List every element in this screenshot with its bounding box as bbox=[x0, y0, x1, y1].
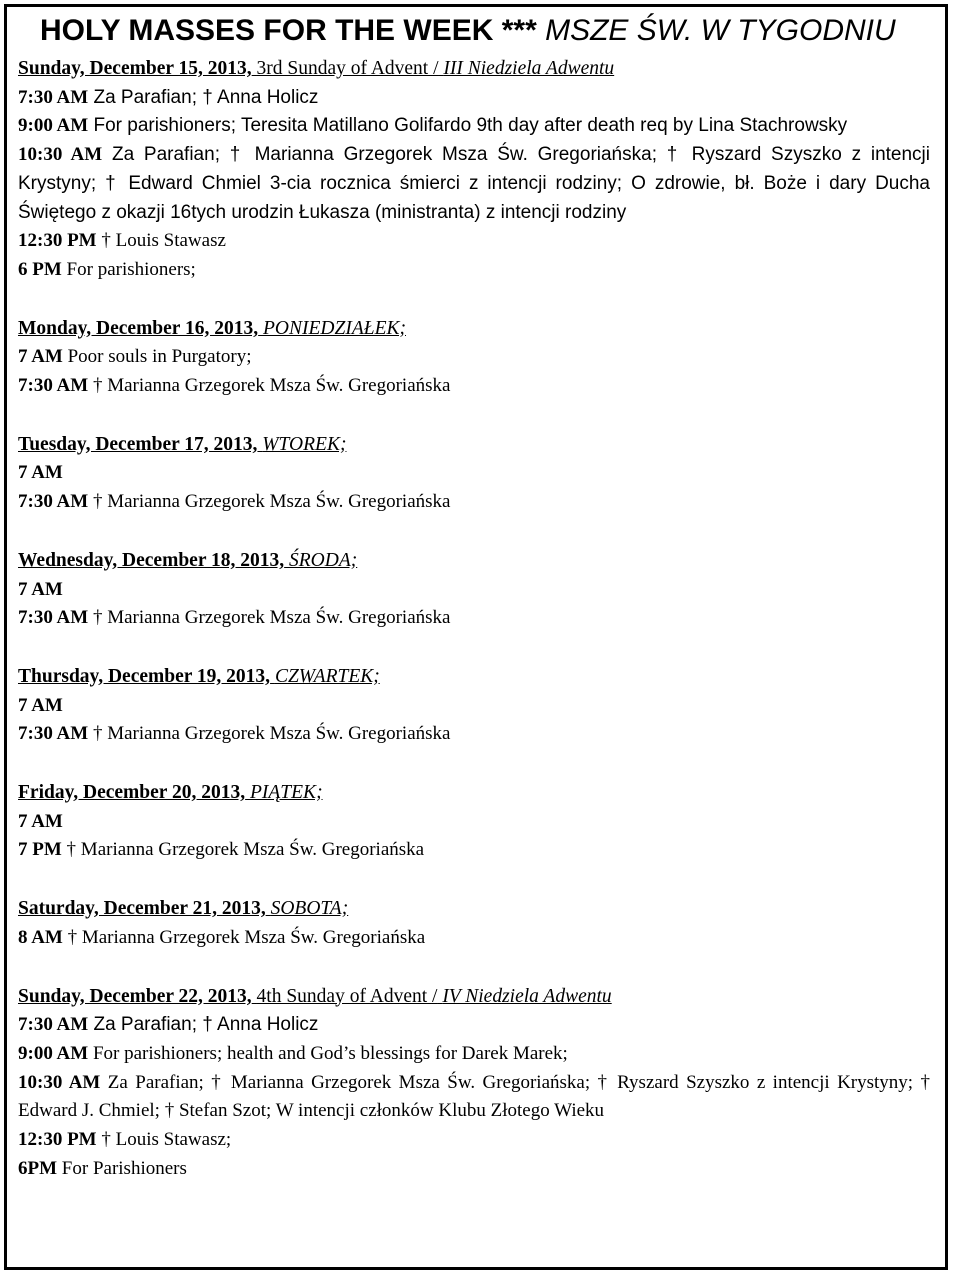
mass-entry bbox=[18, 1040, 930, 1069]
day-date: Sunday, December 22, 2013, bbox=[18, 985, 252, 1007]
mass-time: 12:30 PM bbox=[18, 1129, 97, 1151]
day-note: 4th Sunday of Advent / bbox=[256, 985, 438, 1007]
mass-entry bbox=[18, 1011, 930, 1040]
day-date: Wednesday, December 18, 2013, bbox=[18, 549, 285, 571]
mass-time: 12:30 PM bbox=[18, 230, 97, 252]
day-polish-name: PIĄTEK; bbox=[249, 782, 323, 804]
mass-time: 7 AM bbox=[18, 694, 63, 716]
day-section bbox=[18, 315, 930, 401]
mass-time: 7 AM bbox=[18, 810, 63, 832]
day-heading bbox=[18, 55, 930, 84]
mass-entry bbox=[18, 256, 930, 285]
day-note: 3rd Sunday of Advent / bbox=[256, 58, 439, 79]
day-section bbox=[18, 547, 930, 633]
day-date: Tuesday, December 17, 2013, bbox=[18, 433, 258, 455]
day-heading bbox=[18, 547, 930, 576]
mass-intention: Za Parafian; † Marianna Grzegorek Msza Św. Gregoriańska; † Ryszard Szyszko z intencji Krystyny; † Edward Chmiel 3-cia rocznica śmierci z intencji rodziny; O zdrowie, bł. Boże i dary Ducha Świętego z okazji 16tych urodzin Łukasza (ministranta) z intencji rodziny bbox=[18, 144, 930, 223]
mass-entry bbox=[18, 1069, 930, 1126]
mass-intention: † Marianna Grzegorek Msza Św. Gregoriańska bbox=[92, 723, 451, 745]
day-date: Thursday, December 19, 2013, bbox=[18, 665, 271, 687]
mass-entry bbox=[18, 604, 930, 633]
day-polish-name: WTOREK; bbox=[262, 433, 347, 455]
title-english: HOLY MASSES FOR THE WEEK *** bbox=[40, 14, 537, 47]
day-date: Monday, December 16, 2013, bbox=[18, 317, 259, 339]
mass-entry bbox=[18, 227, 930, 256]
day-polish-name: IV Niedziela Adwentu bbox=[442, 985, 612, 1007]
mass-time: 6PM bbox=[18, 1157, 58, 1179]
title-polish: MSZE ŚW. W TYGODNIU bbox=[545, 14, 896, 47]
mass-intention: For parishioners; health and God’s blessings for Darek Marek; bbox=[92, 1042, 568, 1064]
day-heading bbox=[18, 779, 930, 808]
mass-entry bbox=[18, 112, 930, 141]
mass-intention: † Louis Stawasz bbox=[101, 230, 226, 252]
mass-intention: Poor souls in Purgatory; bbox=[67, 346, 252, 368]
day-date: Saturday, December 21, 2013, bbox=[18, 898, 266, 920]
mass-intention: † Marianna Grzegorek Msza Św. Gregoriańska bbox=[92, 491, 451, 513]
day-polish-name: CZWARTEK; bbox=[274, 665, 380, 687]
mass-schedule bbox=[18, 14, 930, 1184]
mass-time: 7:30 AM bbox=[18, 1014, 89, 1036]
day-section bbox=[18, 895, 930, 952]
mass-time: 7:30 AM bbox=[18, 723, 89, 745]
mass-entry bbox=[18, 924, 930, 953]
mass-intention: For parishioners; bbox=[66, 258, 196, 280]
mass-time: 9:00 AM bbox=[18, 115, 89, 137]
mass-time: 7:30 AM bbox=[18, 86, 89, 108]
day-section bbox=[18, 431, 930, 517]
day-section bbox=[18, 779, 930, 865]
mass-time: 10:30 AM bbox=[18, 1071, 101, 1093]
mass-entry bbox=[18, 692, 930, 721]
mass-intention: For parishioners; Teresita Matillano Golifardo 9th day after death req by Lina Stachrowsky bbox=[93, 115, 848, 137]
mass-time: 7 AM bbox=[18, 346, 63, 368]
mass-intention: For Parishioners bbox=[61, 1157, 187, 1179]
day-polish-name: PONIEDZIAŁEK; bbox=[263, 317, 406, 339]
mass-intention: Za Parafian; † Anna Holicz bbox=[93, 86, 319, 108]
mass-time: 8 AM bbox=[18, 926, 63, 948]
mass-time: 7 PM bbox=[18, 839, 62, 861]
mass-time: 7:30 AM bbox=[18, 607, 89, 629]
page-title bbox=[40, 14, 930, 48]
mass-entry bbox=[18, 343, 930, 372]
day-heading bbox=[18, 895, 930, 924]
day-section bbox=[18, 55, 930, 285]
mass-intention: † Marianna Grzegorek Msza Św. Gregoriańska bbox=[67, 926, 426, 948]
mass-time: 7:30 AM bbox=[18, 491, 89, 513]
mass-time: 7 AM bbox=[18, 462, 63, 484]
mass-entry bbox=[18, 836, 930, 865]
mass-entry bbox=[18, 720, 930, 749]
mass-entry bbox=[18, 576, 930, 605]
mass-time: 7:30 AM bbox=[18, 375, 89, 397]
mass-entry bbox=[18, 84, 930, 113]
mass-intention: † Louis Stawasz; bbox=[101, 1129, 232, 1151]
mass-intention: † Marianna Grzegorek Msza Św. Gregoriańska bbox=[92, 607, 451, 629]
day-polish-name: SOBOTA; bbox=[270, 898, 349, 920]
day-date: Friday, December 20, 2013, bbox=[18, 782, 246, 804]
mass-time: 6 PM bbox=[18, 258, 62, 280]
day-heading bbox=[18, 983, 930, 1012]
day-heading bbox=[18, 315, 930, 344]
mass-entry bbox=[18, 488, 930, 517]
day-section bbox=[18, 663, 930, 749]
day-polish-name: III Niedziela Adwentu bbox=[443, 58, 615, 79]
mass-entry bbox=[18, 141, 930, 227]
mass-intention: † Marianna Grzegorek Msza Św. Gregoriańska bbox=[92, 375, 451, 397]
mass-entry bbox=[18, 808, 930, 837]
day-heading bbox=[18, 663, 930, 692]
day-section bbox=[18, 983, 930, 1184]
mass-entry bbox=[18, 1126, 930, 1155]
mass-time: 7 AM bbox=[18, 578, 63, 600]
mass-entry bbox=[18, 459, 930, 488]
day-polish-name: ŚRODA; bbox=[289, 549, 358, 571]
mass-entry bbox=[18, 372, 930, 401]
mass-time: 10:30 AM bbox=[18, 144, 103, 166]
mass-intention: Za Parafian; † Marianna Grzegorek Msza Św. Gregoriańska; † Ryszard Szyszko z intencji Krystyny; † Edward J. Chmiel; † Stefan Szot; W intencji członków Klubu Złotego Wieku bbox=[18, 1071, 931, 1122]
mass-time: 9:00 AM bbox=[18, 1042, 89, 1064]
day-date: Sunday, December 15, 2013, bbox=[18, 58, 252, 79]
mass-entry bbox=[18, 1155, 930, 1184]
mass-intention: † Marianna Grzegorek Msza Św. Gregoriańska bbox=[66, 839, 425, 861]
mass-intention: Za Parafian; † Anna Holicz bbox=[93, 1014, 319, 1036]
days-list bbox=[18, 55, 930, 1184]
day-heading bbox=[18, 431, 930, 460]
